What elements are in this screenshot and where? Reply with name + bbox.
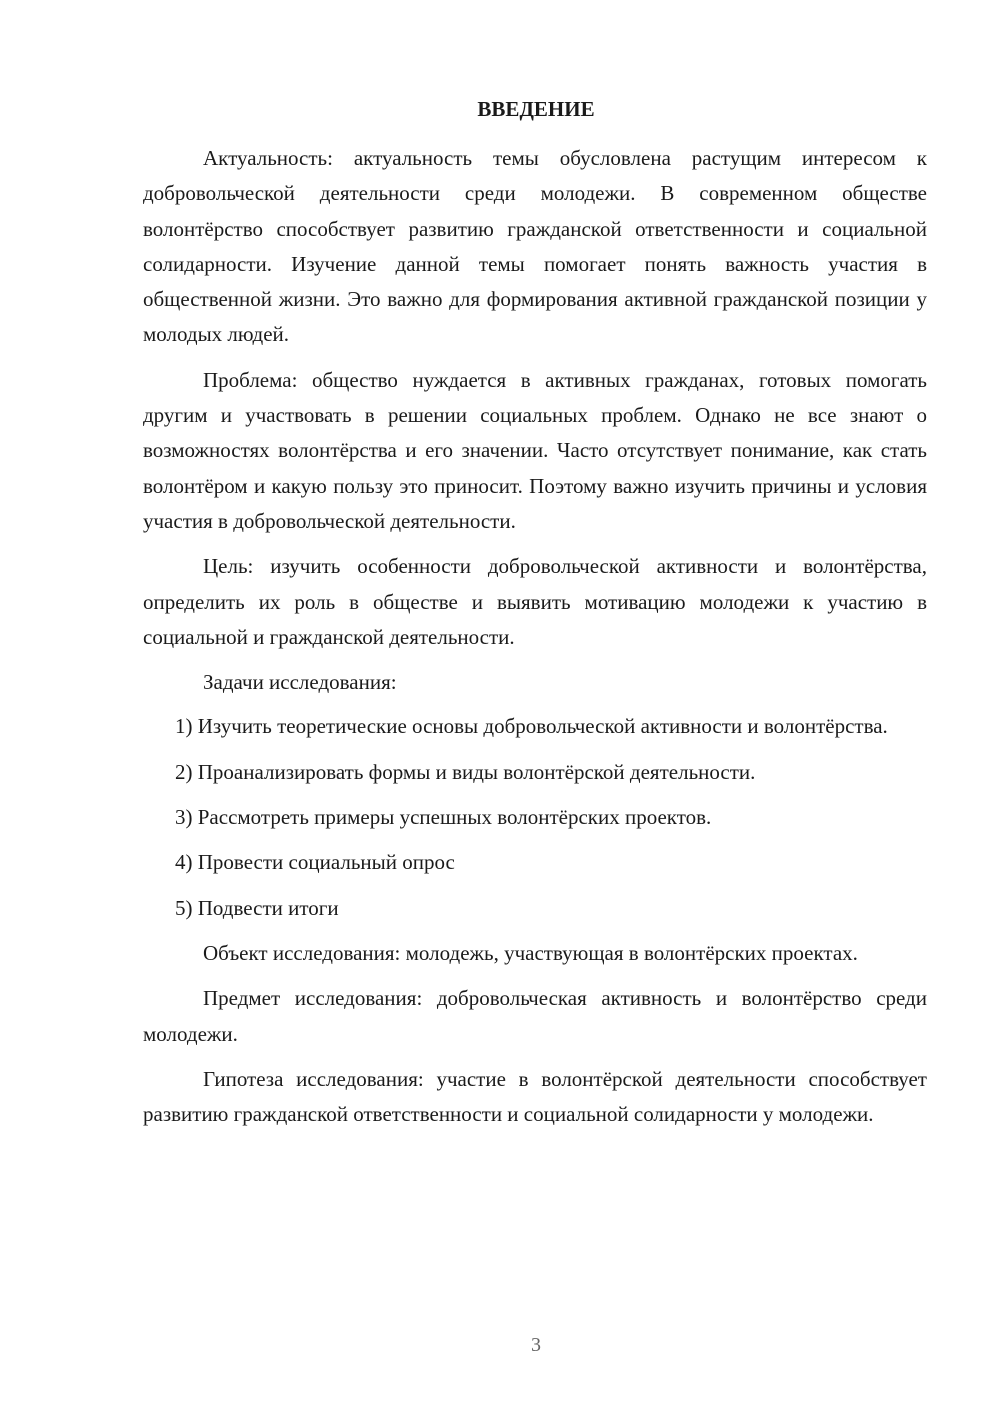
task-item-4: 4) Провести социальный опрос <box>175 850 455 875</box>
paragraph-object: Объект исследования: молодежь, участвующая в волонтёрских проектах. <box>203 940 858 965</box>
task-item-5: 5) Подвести итоги <box>175 895 339 920</box>
page-number: 3 <box>531 1334 541 1356</box>
page-title: ВВЕДЕНИЕ <box>477 97 595 121</box>
task-item-1: 1) Изучить теоретические основы добровольческой активности и волонтёрства. <box>175 714 888 739</box>
task-item-3: 3) Рассмотреть примеры успешных волонтёрских проектов. <box>175 805 712 830</box>
tasks-heading: Задачи исследования: <box>203 670 397 695</box>
paragraph-subject: Предмет исследования: добровольческая активность и волонтёрство среди молодежи. <box>143 986 927 1046</box>
paragraph-relevance: Актуальность: актуальность темы обусловлена растущим интересом к добровольческой деятельности среди молодежи. В современном обществе волонтёрство способствует развитию гражданской ответственности и социальной солидарности. Изучение данной темы помогает понять важность участия в общественной жизни. Это важно для формирования активной гражданской позиции у молодых людей. <box>143 146 927 347</box>
task-item-2: 2) Проанализировать формы и виды волонтёрской деятельности. <box>175 759 756 784</box>
document-body <box>143 92 927 1142</box>
paragraph-hypothesis: Гипотеза исследования: участие в волонтёрской деятельности способствует развитию гражданской ответственности и социальной солидарности у молодежи. <box>143 1066 927 1127</box>
paragraph-problem: Проблема: общество нуждается в активных гражданах, готовых помогать другим и участвовать в решении социальных проблем. Однако не все знают о возможностях волонтёрства и его значении. Часто отсутствует понимание, как стать волонтёром и какую пользу это приносит. Поэтому важно изучить причины и условия участия в добровольческой деятельности. <box>143 367 927 533</box>
paragraph-goal: Цель: изучить особенности добровольческой активности и волонтёрства, определить их роль в обществе и выявить мотивацию молодежи к участию в социальной и гражданской деятельности. <box>143 554 927 649</box>
